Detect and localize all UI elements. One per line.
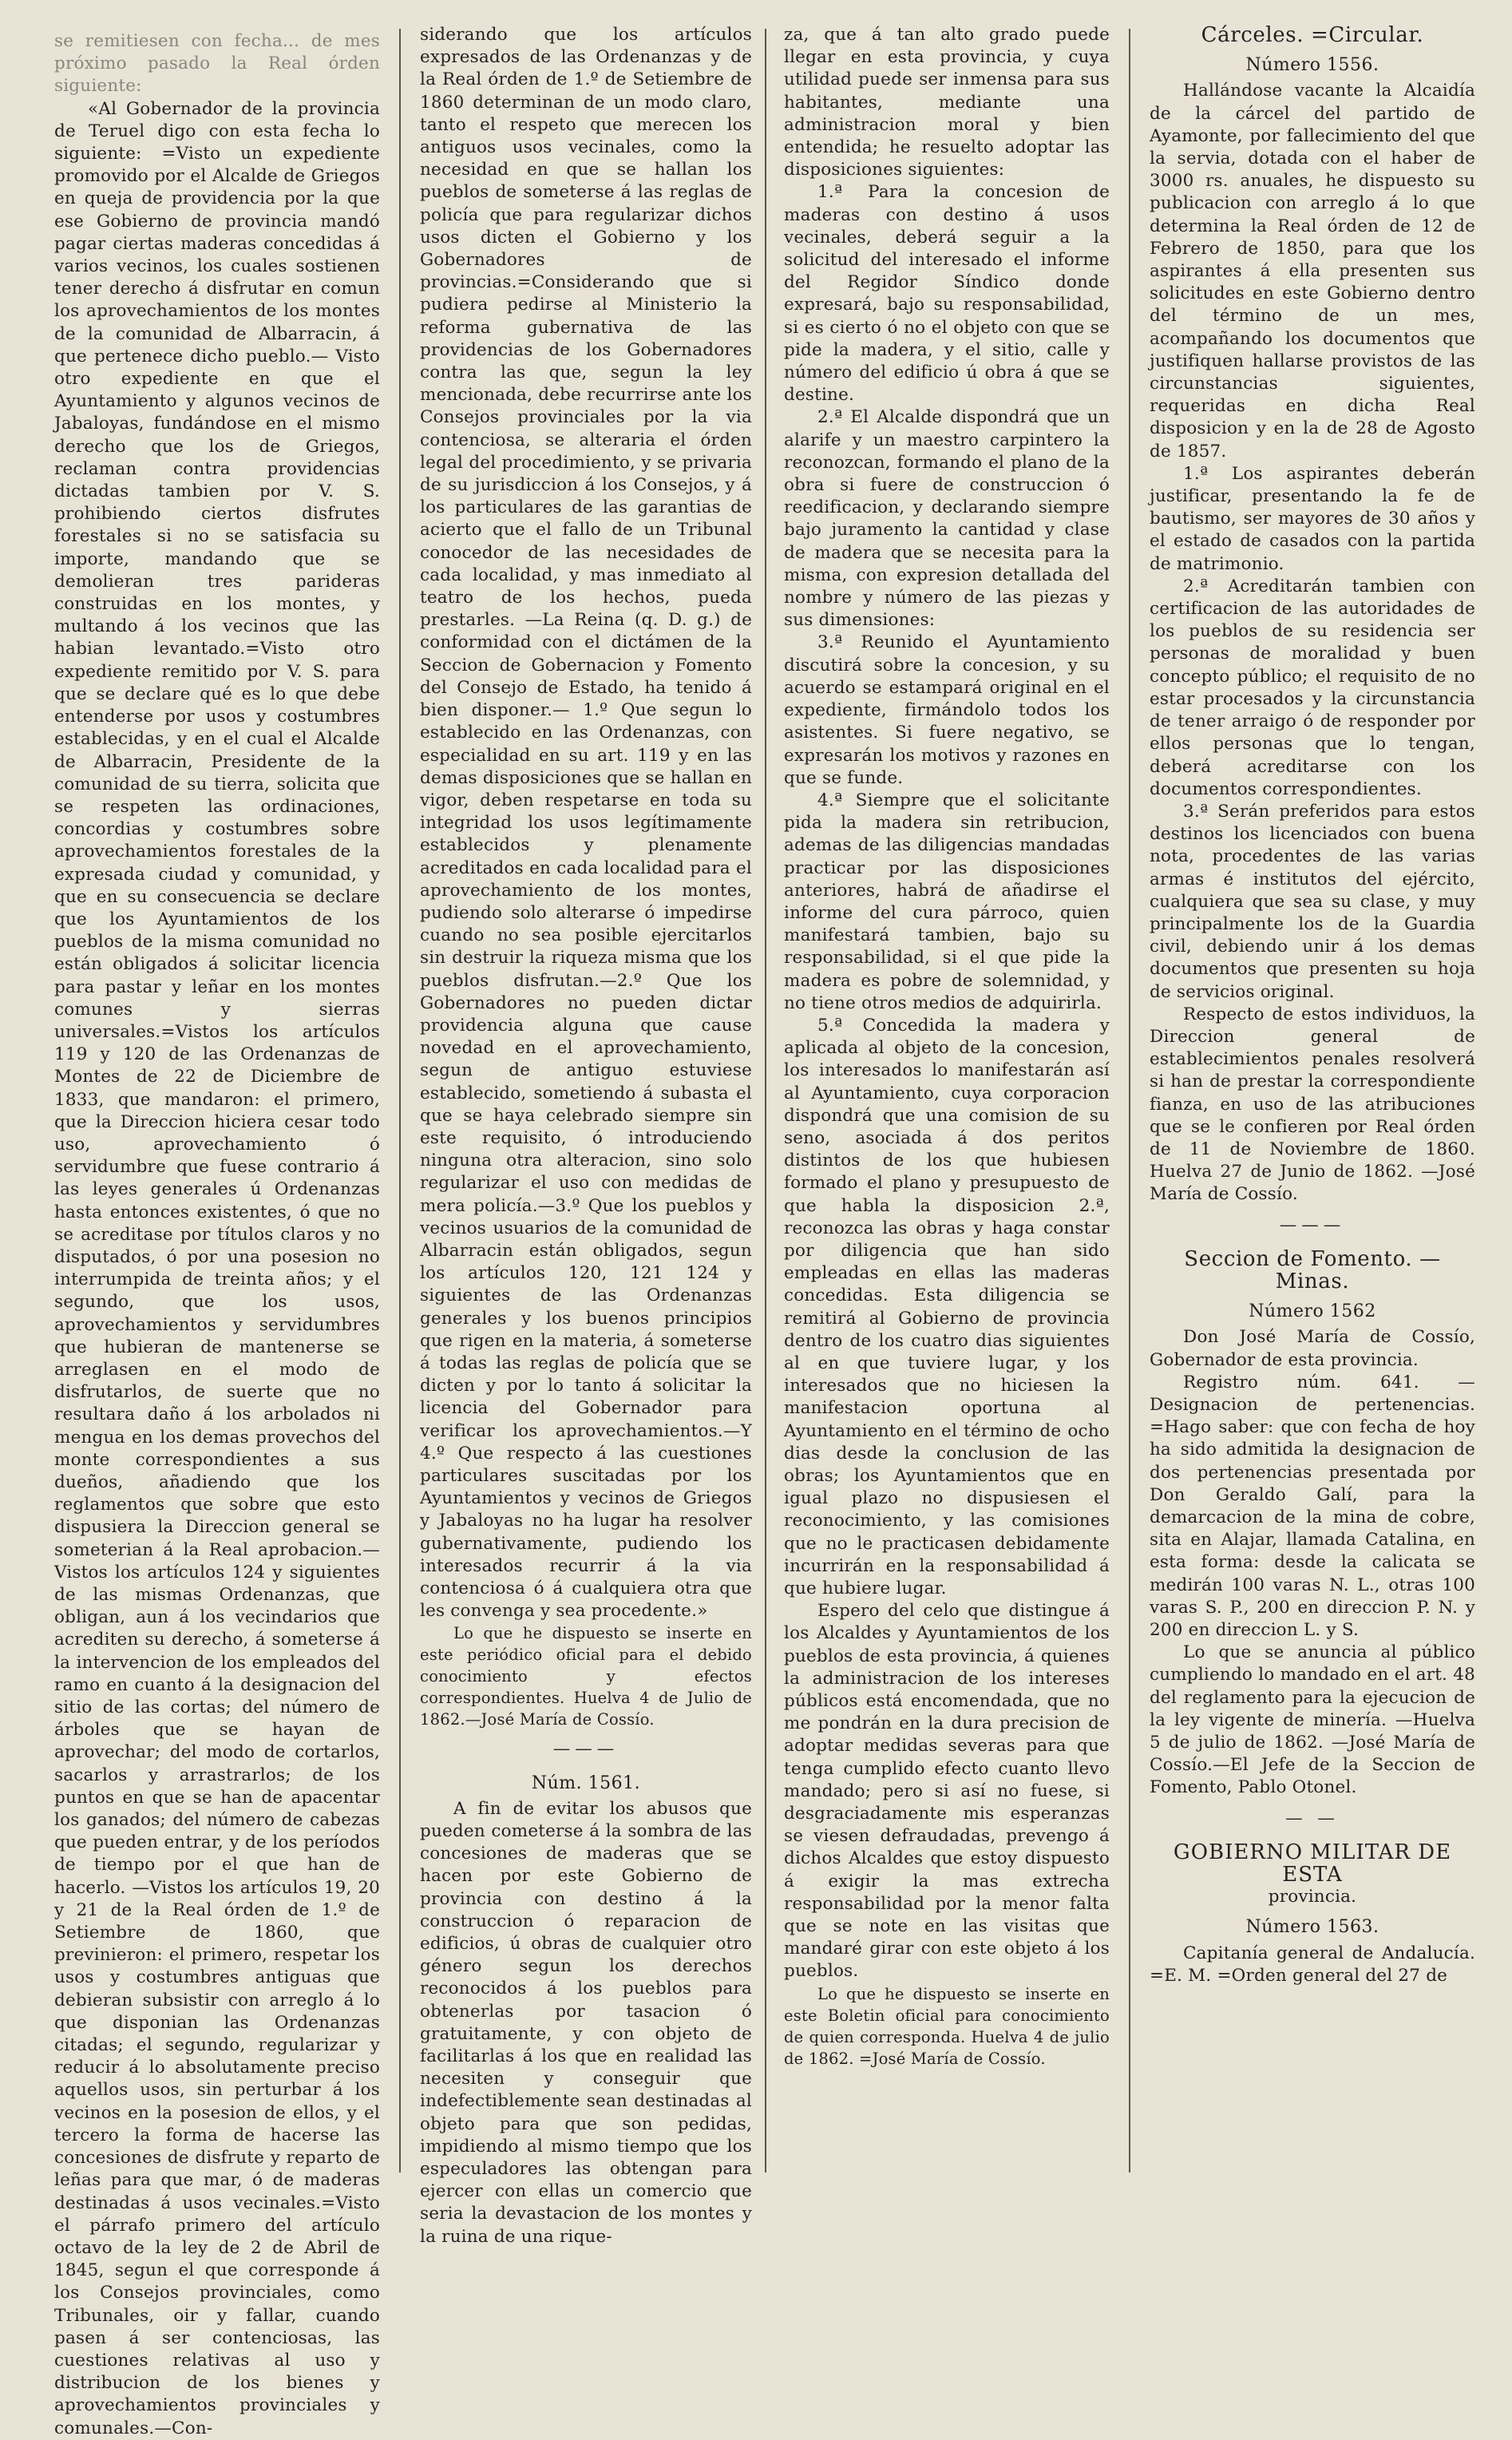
jail-vacancy-notice: Hallándose vacante la Alcaidía de la cárcel del partido de Ayamonte, por fallecimiento del que la servia, dotada con el haber de 3000 rs. anuales, he dispuesto su publicacion con arreglo á lo que determina la Real órden de 12 de Febrero de 1850, para que los aspirantes á ella presenten sus solicitudes en este Gobierno dentro del término de un mes, acompañando los documentos que justifiquen hallarse provistos de las circunstancias siguientes, requeridas en dicha Real disposicion y en la de 28 de Agosto de 1857. <box>1150 81 1475 461</box>
provision-4: 4.ª Siempre que el solicitante pida la madera sin retribucion, ademas de las diligencias mandadas practicar por las disposiciones anteriores, habrá de añadirse el informe del cura párroco, quien manifestará tambien, bajo su responsabilidad, si el que pide la madera es pobre de solemnidad, y no tiene otros medios de adquirirla. <box>784 790 1110 1013</box>
column-3 <box>784 24 1110 2174</box>
signature-paragraph: Respecto de estos individuos, la Direccion general de establecimientos penales resolverá si han de prestar la correspondiente fianza, en uso de las atribuciones que se le confieren por Real órden de 11 de Noviembre de 1860. Huelva 27 de Junio de 1862. —José María de Cossío. <box>1150 1004 1475 1205</box>
section-separator: — — <box>1285 1808 1340 1828</box>
provision-5: 5.ª Concedida la madera y aplicada al objeto de la concesion, los interesados lo manifestarán así al Ayuntamiento, cuya corporacion dispondrá que una comision de su seno, asociada á dos peritos distintos de los que hubiesen formado el plano y presupuesto de que habla la disposicion 2.ª, reconozca las obras y haga constar por diligencia que han sido empleadas en ellas las maderas concedidas. Esta diligencia se remitirá al Gobierno de provincia dentro de los cuatro dias siguientes al en que tuviere lugar, y los interesados que no hiciesen la manifestacion oportuna al Ayuntamiento en el término de ocho dias desde la conclusion de las obras; los Ayuntamientos que en igual plazo no dispusiesen el reconocimiento, y las comisiones que no le practicasen debidamente incurrirán en la responsabilidad á que hubiere lugar. <box>784 1015 1110 1599</box>
closing-paragraph: Espero del celo que distingue á los Alcaldes y Ayuntamientos de los pueblos de esta provincia, á quienes la administracion de los intereses públicos está encomendada, que no me pondrán en la dura precision de adoptar medidas severas para que tenga cumplido efecto cuanto llevo mandado; pero si así no fuese, si desgraciadamente mis esperanzas se viesen defraudadas, prevengo á dichos Alcaldes que estoy dispuesto á exigir la mas extrecha responsabilidad por la menor falta que se note en las visitas que mandaré girar con este objeto á los pueblos. <box>784 1601 1110 1982</box>
section-separator: ——— <box>552 1739 619 1760</box>
signature-paragraph: Lo que se anuncia al público cumpliendo lo mandado en el art. 48 del reglamento para la ejecucion de la ley vigente de minería. —Huelva 5 de julio de 1862. —José María de Cossío.—El Jefe de la Seccion de Fomento, Pablo Otonel. <box>1150 1642 1475 1798</box>
timber-concessions-intro: A fin de evitar los abusos que pueden cometerse á la sombra de las concesiones de maderas que se hacen por este Gobierno de provincia con destino á la construccion ó reparacion de edificios, ú obras de cualquier otro género segun los derechos reconocidos á los pueblos para obtenerlas por tasacion ó gratuitamente, y con objeto de facilitarlas á los que en realidad las necesiten y conseguir que indefectiblemente sean destinadas al objeto para que son pedidas, impidiendo al mismo tiempo que los especuladores las obtengan para ejercer con ellas un comercio que seria la devastacion de los montes y la ruina de una rique- <box>420 1798 752 2247</box>
section-heading: GOBIERNO MILITAR DE ESTA <box>1173 1840 1452 1887</box>
requirement-2: 2.ª Acreditarán tambien con certificacion de las autoridades de los pueblos de su residencia ser personas de moralidad y buen concepto público; el requisito de no estar procesados y la circunstancia de tener arraigo ó de responder por ellos personas que lo tengan, deberá acreditarse con los documentos correspondientes. <box>1150 576 1475 799</box>
mining-registry-notice: Registro núm. 641. —Designacion de pertenencias. =Hago saber: que con fecha de hoy ha sido admitida la designacion de dos pertenencias presentada por Don Geraldo Galí, para la demarcacion de la mina de cobre, sita en Alajar, llamada Catalina, en esta forma: desde la calicata se medirán 100 varas N. L., otras 100 varas S. P., 200 en direccion P. N. y 200 en direccion L. y S. <box>1150 1372 1475 1641</box>
article-number: Número 1562 <box>1249 1301 1376 1322</box>
article-number: Número 1563. <box>1245 1917 1379 1938</box>
article-number: Número 1556. <box>1245 55 1379 76</box>
column-1 <box>54 30 380 2438</box>
provision-3: 3.ª Reunido el Ayuntamiento discutirá sobre la concesion, y su acuerdo se estampará original en el expediente, firmándolo todos los asistentes. Si fuere negativo, se expresarán los motivos y razones en que se funde. <box>784 632 1110 788</box>
section-heading: Cárceles. =Circular. <box>1201 23 1424 47</box>
signature-paragraph: Lo que he dispuesto se inserte en este Boletin oficial para conocimiento de quien corresponda. Huelva 4 de julio de 1862. =José María de Cossío. <box>784 1984 1110 2068</box>
column-4 <box>1150 24 1475 2174</box>
timber-concessions-continuation: za, que á tan alto grado puede llegar en esta provincia, y cuya utilidad puede ser inmensa para sus habitantes, mediante una administracion moral y bien entendida; he resuelto adoptar las disposiciones siguientes: <box>784 25 1110 180</box>
royal-order-text: «Al Gobernador de la provincia de Teruel digo con esta fecha lo siguiente: =Visto un expediente promovido por el Alcalde de Griegos en queja de providencia por la que ese Gobierno de provincia mandó pagar ciertas maderas concedidas á varios vecinos, los cuales sostienen tener derecho á disfrutar en comun los aprovechamientos de los montes de la comunidad de Albarracin, á que pertenece dicho pueblo.— Visto otro expediente en que el Ayuntamiento y algunos vecinos de Jabaloyas, fundándose en el mismo derecho que los de Griegos, reclaman contra providencias dictadas tambien por V. S. prohibiendo ciertos disfrutes forestales si no se satisfacia su importe, mandando que se demolieran tres parideras construidas en los montes, y multando á los vecinos que las habian levantado.=Visto otro expediente remitido por V. S. para que se declare qué es lo que debe entenderse por usos y costumbres establecidas, y en el cual el Alcalde de Albarracin, Presidente de la comunidad de su tierra, solicita que se respeten las ordinaciones, concordias y costumbres sobre aprovechamientos forestales de la expresada ciudad y comunidad, y que en su consecuencia se declare que los Ayuntamientos de los pueblos de la misma comunidad no están obligados á solicitar licencia para pastar y leñar en los montes comunes y sierras universales.=Vistos los artículos 119 y 120 de las Ordenanzas de Montes de 22 de Diciembre de 1833, que mandaron: el primero, que la Direccion hiciera cesar todo uso, aprovechamiento ó servidumbre que fuese contrario á las leyes generales ú Ordenanzas hasta entonces existentes, ó que no se acreditase por títulos claros y no disputados, ó por una posesion no interrumpida de treinta años; y el segundo, que los usos, aprovechamientos y servidumbres que hubieran de mantenerse se arreglasen en el modo de disfrutarlos, de suerte que no resultara daño á los arbolados ni mengua en los demas provechos del monte correspondientes a sus dueños, añadiendo que los reglamentos que sobre que esto dispusiera la Direccion general se someterian á la Real aprobacion.— Vistos los artículos 124 y siguientes de las mismas Ordenanzas, que obligan, aun á los vecindarios que acrediten su derecho, á someterse á la intervencion de los empleados del ramo en cuanto á la designacion del sitio de las cortas; del número de árboles que se hayan de aprovechar; del modo de cortarlos, sacarlos y arrastrarlos; de los puntos en que se han de apacentar los ganados; del número de cabezas que pueden entrar, y de los períodos de tiempo por el que han de hacerlo. —Vistos los artículos 19, 20 y 21 de la Real órden de 1.º de Setiembre de 1860, que previnieron: el primero, respetar los usos y costumbres antiguas que debieran subsistir con arreglo á lo que disponian las Ordenanzas citadas; el segundo, regularizar y reducir á lo absolutamente preciso aquellos usos, sin perturbar á los vecinos en la posesion de ellos, y el tercero la forma de hacerse las concesiones de disfrute y reparto de leñas para que mar, ó de maderas destinadas á usos vecinales.=Visto el párrafo primero del artículo octavo de la ley de 2 de Abril de 1845, segun el que corresponde á los Consejos provinciales, como Tribunales, oir y fallar, cuando pasen á ser contenciosas, las cuestiones relativas al uso y distribucion de los bienes y aprovechamientos provinciales y comunales.—Con- <box>54 98 380 2438</box>
military-order-text: Capitanía general de Andalucía. =E. M. =Orden general del 27 de <box>1150 1943 1475 1986</box>
provision-2: 2.ª El Alcalde dispondrá que un alarife y un maestro carpintero la reconozcan, formando el plano de la obra si fuere de construccion ó reedificacion, y declarando siempre bajo juramento la cantidad y clase de madera que se necesita para la misma, con expresion detallada del nombre y número de las piezas y sus dimensiones: <box>784 407 1110 631</box>
article-number: Núm. 1561. <box>531 1773 641 1793</box>
column-rule <box>1129 29 1130 2173</box>
requirement-1: 1.ª Los aspirantes deberán justificar, presentando la fe de bautismo, ser mayores de 30 años y el estado de casados con la partida de matrimonio. <box>1150 463 1475 574</box>
column-1-opening: se remitiesen con fecha... de mes próximo pasado la Real órden siguiente: <box>54 31 380 97</box>
royal-order-continuation: siderando que los artículos expresados de las Ordenanzas y de la Real órden de 1.º de Setiembre de 1860 determinan de un modo claro, tanto el respeto que merecen los antiguos usos vecinales, como la necesidad en que se hallan los pueblos de someterse á las reglas de policía que para regularizar dichos usos dicten el Gobierno y los Gobernadores de provincias.=Considerando que si pudiera pedirse al Ministerio la reforma gubernativa de las providencias de los Gobernadores contra las que, segun la ley mencionada, debe recurrirse ante los Consejos provinciales por la via contenciosa, se alteraria el órden legal del procedimiento, y se privaria de su jurisdiccion á los Consejos, y á los particulares de las garantias de acierto que el fallo de un Tribunal conocedor de las necesidades de cada localidad, y mas inmediato al teatro de los hechos, pueda prestarles. —La Reina (q. D. g.) de conformidad con el dictámen de la Seccion de Gobernacion y Fomento del Consejo de Estado, ha tenido á bien disponer.— 1.º Que segun lo establecido en las Ordenanzas, con especialidad en su art. 119 y en las demas disposiciones que se hallan en vigor, deben respetarse en toda su integridad los usos legítimamente establecidos y plenamente acreditados en cada localidad para el aprovechamiento de los montes, pudiendo solo alterarse ó impedirse cuando no sea posible ejercitarlos sin destruir la riqueza misma que los pueblos disfrutan.—2.º Que los Gobernadores no pueden dictar providencia alguna que cause novedad en el aprovechamiento, segun de antiguo estuviese establecido, sometiendo á subasta el que se haya celebrado siempre sin este requisito, ó introduciendo ninguna otra alteracion, sino solo regularizar el uso con medidas de mera policía.—3.º Que los pueblos y vecinos usuarios de la comunidad de Albarracin están obligados, segun los artículos 120, 121 124 y siguientes de las Ordenanzas generales y los buenos principios que rigen en la materia, á someterse á todas las reglas de policía que se dicten y por lo tanto á solicitar la licencia del Gobernador para verificar los aprovechamientos.—Y 4.º Que respecto á las cuestiones particulares suscitadas por los Ayuntamientos y vecinos de Griegos y Jabaloyas no ha lugar ha resolver gubernativamente, pudiendo los interesados recurrir á la via contenciosa ó á cualquiera otra que les convenga y sea procedente.» <box>420 25 752 1622</box>
section-heading: Seccion de Fomento. —Minas. <box>1184 1246 1441 1293</box>
column-2 <box>420 24 752 2247</box>
signature-paragraph: Lo que he dispuesto se inserte en este periódico oficial para el debido conocimiento y efectos correspondientes. Huelva 4 de Julio de 1862.—José María de Cossío. <box>420 1624 752 1729</box>
section-heading-subtitle: provincia. <box>1268 1887 1357 1907</box>
requirement-3: 3.ª Serán preferidos para estos destinos los licenciados con buena nota, procedentes de las varias armas é institutos del ejército, cualquiera que sea su clase, y muy principalmente los de la Guardia civil, debiendo unir á los demas documentos que presenten su hoja de servicios original. <box>1150 801 1475 1002</box>
governor-heading: Don José María de Cossío, Gobernador de esta provincia. <box>1150 1327 1475 1370</box>
column-rule <box>765 29 766 2173</box>
provision-1: 1.ª Para la concesion de maderas con destino á usos vecinales, deberá seguir a la solicitud del interesado el informe del Regidor Síndico donde expresará, bajo su responsabilidad, si es cierto ó no el objeto con que se pide la madera, y el sitio, calle y número del edificio ú obra á que se destine. <box>784 182 1110 406</box>
section-separator: ——— <box>1279 1214 1346 1235</box>
column-rule <box>399 29 401 2173</box>
